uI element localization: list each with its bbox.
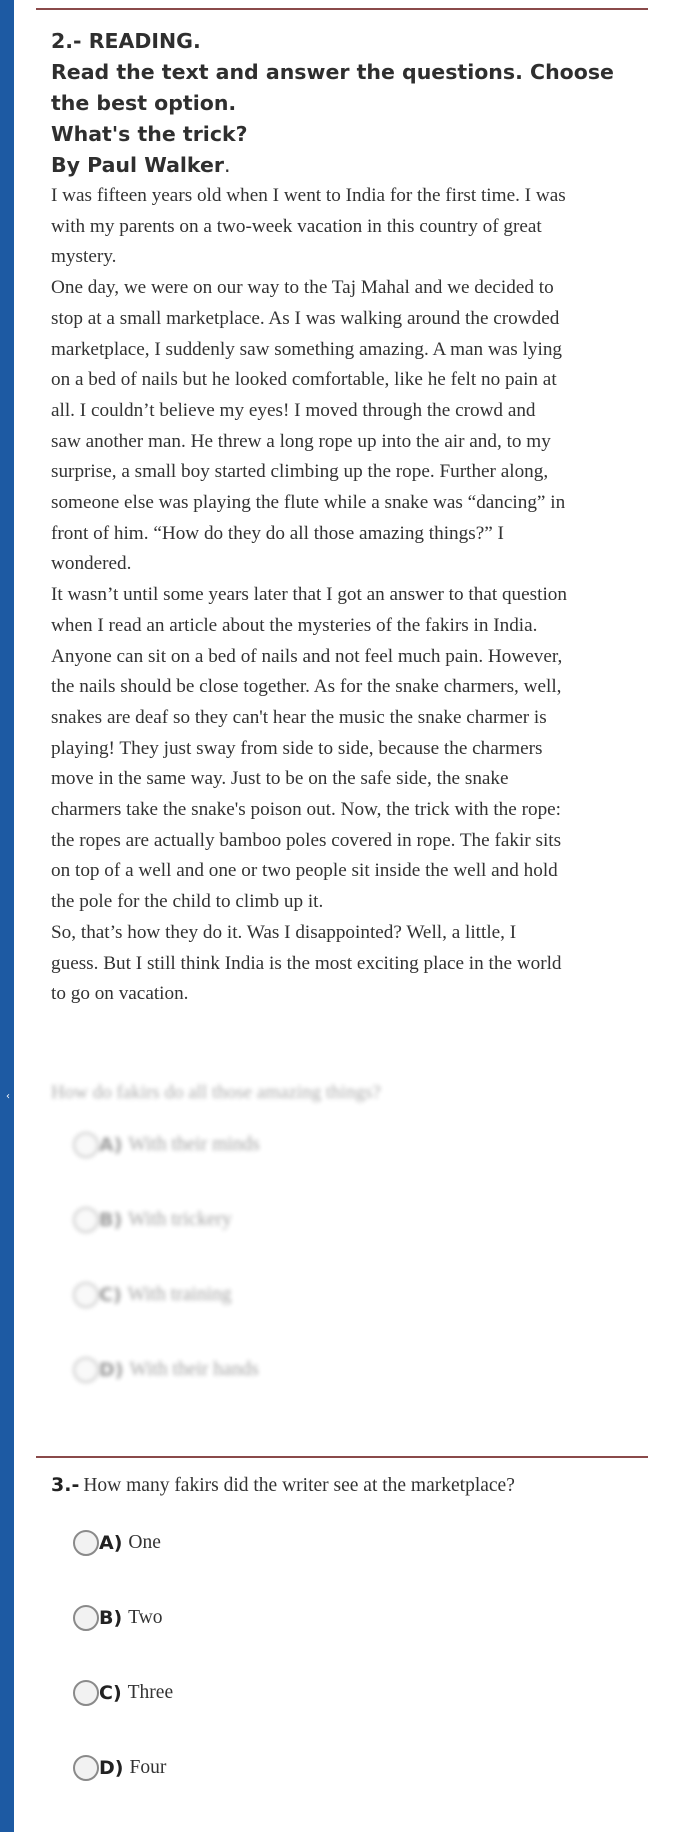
- option-a[interactable]: [73, 1528, 161, 1558]
- blurred-question: [51, 1080, 651, 1400]
- blurred-option-d[interactable]: [73, 1355, 259, 1385]
- question-number: 3.-: [51, 1474, 80, 1496]
- radio-icon[interactable]: [73, 1755, 99, 1781]
- passage-line: saw another man. He threw a long rope up into the air and, to my: [51, 430, 551, 452]
- option-text: With training: [127, 1284, 232, 1305]
- passage-line: front of him. “How do they do all those amazing things?” I: [51, 522, 504, 544]
- blurred-question-prompt: How do fakirs do all those amazing things?: [51, 1082, 381, 1103]
- left-accent-bar: [0, 0, 14, 1832]
- option-letter: C): [99, 1682, 122, 1704]
- passage-line: to go on vacation.: [51, 983, 189, 1005]
- passage-line: wondered.: [51, 553, 132, 575]
- radio-icon[interactable]: [73, 1207, 99, 1233]
- passage-line: the pole for the child to climb up it.: [51, 891, 324, 913]
- passage-line: the nails should be close together. As for the snake charmers, well,: [51, 676, 562, 698]
- radio-icon[interactable]: [73, 1530, 99, 1556]
- blurred-option-b[interactable]: [73, 1205, 232, 1235]
- blurred-option-c[interactable]: [73, 1280, 231, 1310]
- passage-line: marketplace, I suddenly saw something amazing. A man was lying: [51, 338, 563, 360]
- option-letter: D): [99, 1359, 124, 1381]
- passage-line: charmers take the snake's poison out. Now, the trick with the rope:: [51, 799, 562, 821]
- option-letter: A): [99, 1134, 123, 1156]
- blurred-option-a[interactable]: [73, 1130, 260, 1160]
- option-text: Three: [127, 1682, 174, 1703]
- option-text: With trickery: [128, 1209, 232, 1230]
- option-letter: B): [99, 1209, 123, 1231]
- question-divider: [36, 1456, 648, 1458]
- passage-line: playing! They just sway from side to side, because the charmers: [51, 737, 543, 759]
- radio-icon[interactable]: [73, 1282, 99, 1308]
- question-3-prompt: [51, 1474, 515, 1497]
- passage-line: It wasn’t until some years later that I got an answer to that question: [51, 584, 567, 606]
- option-b[interactable]: [73, 1603, 163, 1633]
- passage-line: move in the same way. Just to be on the safe side, the snake: [51, 768, 509, 790]
- option-text: With their hands: [129, 1359, 259, 1380]
- radio-icon[interactable]: [73, 1680, 99, 1706]
- passage-line: all. I couldn’t believe my eyes! I moved through the crowd and: [51, 399, 536, 421]
- section-title: 2.- READING.: [51, 29, 201, 53]
- option-letter: D): [99, 1757, 124, 1779]
- radio-icon[interactable]: [73, 1605, 99, 1631]
- instructions-line-1: Read the text and answer the questions. Choose: [51, 60, 614, 84]
- passage-line: Anyone can sit on a bed of nails and not feel much pain. However,: [51, 645, 563, 667]
- passage-line: So, that’s how they do it. Was I disappointed? Well, a little, I: [51, 921, 517, 943]
- passage-line: with my parents on a two-week vacation in this country of great: [51, 215, 542, 237]
- story-title: What's the trick?: [51, 122, 248, 146]
- passage-line: when I read an article about the mysteries of the fakirs in India.: [51, 614, 538, 636]
- author-period: .: [224, 153, 231, 177]
- passage-line: mystery.: [51, 246, 117, 268]
- passage-line: One day, we were on our way to the Taj Mahal and we decided to: [51, 277, 554, 299]
- passage-line: stop at a small marketplace. As I was walking around the crowded: [51, 307, 560, 329]
- passage-line: someone else was playing the flute while a snake was “dancing” in: [51, 492, 566, 514]
- top-divider: [36, 8, 648, 10]
- option-letter: B): [99, 1607, 123, 1629]
- reading-section: [51, 26, 631, 1010]
- question-text: How many fakirs did the writer see at the marketplace?: [83, 1475, 515, 1496]
- passage-line: guess. But I still think India is the most exciting place in the world: [51, 952, 562, 974]
- option-letter: A): [99, 1532, 123, 1554]
- passage: [51, 181, 631, 1010]
- passage-line: the ropes are actually bamboo poles covered in rope. The fakir sits: [51, 829, 562, 851]
- passage-line: on top of a well and one or two people sit inside the well and hold: [51, 860, 558, 882]
- option-text: Four: [129, 1757, 167, 1778]
- option-c[interactable]: [73, 1678, 173, 1708]
- passage-line: I was fifteen years old when I went to India for the first time. I was: [51, 185, 566, 206]
- passage-line: snakes are deaf so they can't hear the music the snake charmer is: [51, 706, 547, 728]
- option-text: One: [128, 1532, 161, 1553]
- option-d[interactable]: [73, 1753, 166, 1783]
- story-author: [51, 150, 631, 181]
- bar-chevron-icon: ‹: [6, 1091, 10, 1102]
- option-letter: C): [99, 1284, 122, 1306]
- radio-icon[interactable]: [73, 1132, 99, 1158]
- passage-line: surprise, a small boy started climbing up the rope. Further along,: [51, 461, 549, 483]
- passage-line: on a bed of nails but he looked comfortable, like he felt no pain at: [51, 369, 557, 391]
- instructions-line-2: the best option.: [51, 91, 237, 115]
- option-text: With their minds: [128, 1134, 260, 1155]
- radio-icon[interactable]: [73, 1357, 99, 1383]
- question-3: [51, 1474, 515, 1497]
- author-name: By Paul Walker: [51, 153, 225, 177]
- option-text: Two: [128, 1607, 163, 1628]
